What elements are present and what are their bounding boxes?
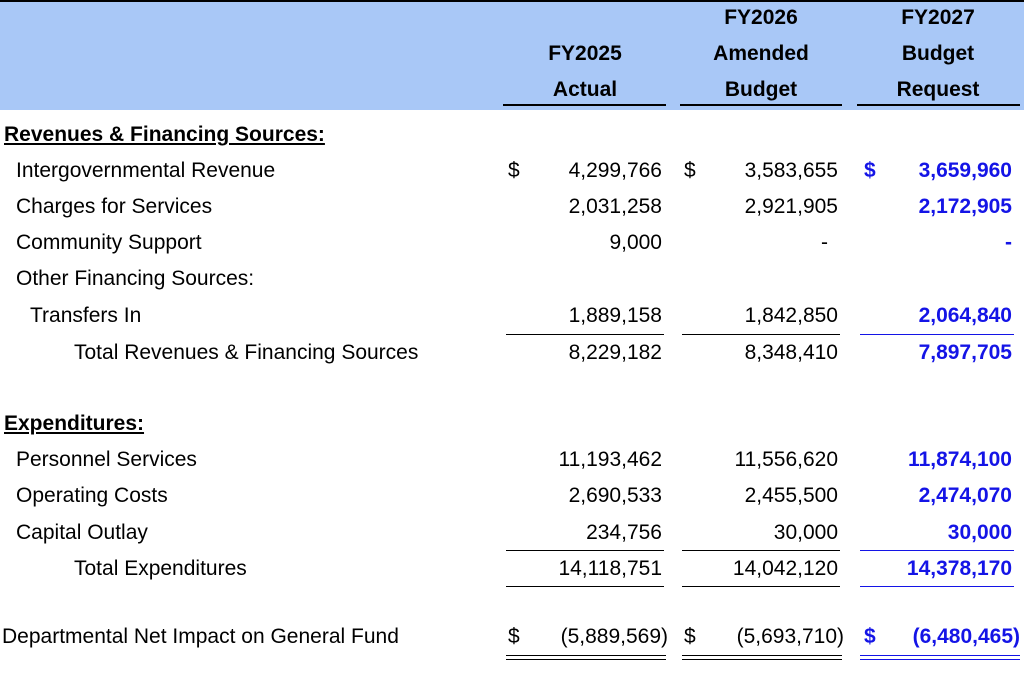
- header-fy2026-year: FY2026: [724, 6, 798, 29]
- net-double-underline: [682, 655, 842, 660]
- row-label: Personnel Services: [16, 448, 197, 471]
- fy2027-value: 2,474,070: [918, 484, 1012, 507]
- currency-symbol: $: [684, 625, 696, 648]
- currency-symbol: $: [508, 625, 520, 648]
- fy2025-value: 2,031,258: [568, 195, 662, 218]
- table-row: [0, 515, 1024, 551]
- fy2026-value: -: [821, 231, 828, 254]
- row-label: Capital Outlay: [16, 521, 148, 544]
- net-double-underline: [860, 655, 1020, 660]
- fy2025-value: 9,000: [609, 231, 662, 254]
- fy2027-value: 14,378,170: [906, 557, 1012, 580]
- table-row: [0, 153, 1024, 189]
- fy2026-value: 2,921,905: [744, 195, 838, 218]
- other-financing-heading: Other Financing Sources:: [16, 267, 255, 290]
- total-row: [0, 551, 1024, 587]
- header-fy2026-type2: Budget: [724, 78, 798, 101]
- table-row: [0, 189, 1024, 225]
- revenues-heading-row: [0, 117, 1024, 153]
- row-label: Intergovernmental Revenue: [16, 159, 276, 182]
- total-underline: [860, 586, 1014, 587]
- fy2027-value: 2,172,905: [918, 195, 1012, 218]
- header-underline-fy2027: [857, 104, 1020, 106]
- fy2026-value: 1,842,850: [744, 304, 838, 327]
- currency-symbol: $: [684, 159, 696, 182]
- total-underline: [682, 586, 840, 587]
- total-row: [0, 335, 1024, 371]
- fy2026-value: 11,556,620: [734, 448, 838, 471]
- row-label: Total Expenditures: [74, 557, 247, 580]
- fy2026-value: 30,000: [773, 521, 838, 544]
- fy2027-value: 7,897,705: [918, 341, 1012, 364]
- fy2027-value: 11,874,100: [908, 448, 1012, 471]
- header-fy2027-type: Budget: [901, 42, 975, 65]
- total-underline: [506, 586, 664, 587]
- header-fy2027-year: FY2027: [901, 6, 975, 29]
- fy2025-value: 1,889,158: [568, 304, 662, 327]
- fy2027-value: (6,480,465): [912, 625, 1020, 648]
- header-fy2025-type: Actual: [552, 78, 618, 101]
- fy2026-value: 3,583,655: [744, 159, 838, 182]
- header-fy2027-type2: Request: [896, 78, 980, 101]
- fy2026-value: (5,693,710): [736, 625, 844, 648]
- expenditures-heading-row: [0, 406, 1024, 442]
- row-label: Departmental Net Impact on General Fund: [2, 625, 399, 648]
- table-row: [0, 225, 1024, 261]
- row-label: Charges for Services: [16, 195, 213, 218]
- fy2025-value: 14,118,751: [558, 557, 662, 580]
- currency-symbol: $: [864, 625, 876, 648]
- row-label: Community Support: [16, 231, 202, 254]
- row-label: Transfers In: [30, 304, 142, 327]
- currency-symbol: $: [508, 159, 520, 182]
- fy2025-value: 4,299,766: [568, 159, 662, 182]
- row-label: Total Revenues & Financing Sources: [74, 341, 419, 364]
- fy2025-value: 8,229,182: [568, 341, 662, 364]
- table-row: [0, 478, 1024, 514]
- fy2027-value: 3,659,960: [918, 159, 1012, 182]
- fy2025-value: 2,690,533: [568, 484, 662, 507]
- header-underline-fy2026: [680, 104, 842, 106]
- fy2025-value: 234,756: [586, 521, 662, 544]
- fy2026-value: 8,348,410: [744, 341, 838, 364]
- fy2025-value: 11,193,462: [558, 448, 662, 471]
- currency-symbol: $: [864, 159, 876, 182]
- net-impact-row: [0, 619, 1024, 655]
- header-fy2025-year: FY2025: [548, 42, 622, 65]
- table-row: [0, 298, 1024, 334]
- fy2027-value: 30,000: [947, 521, 1012, 544]
- table-header: [0, 0, 1024, 110]
- expenditures-heading: Expenditures:: [4, 412, 145, 435]
- fy2025-value: (5,889,569): [560, 625, 668, 648]
- fy2026-value: 14,042,120: [732, 557, 838, 580]
- fy2026-value: 2,455,500: [744, 484, 838, 507]
- net-double-underline: [506, 655, 666, 660]
- fy2027-value: -: [1005, 231, 1012, 254]
- other-financing-heading-row: [0, 261, 1024, 297]
- row-label: Operating Costs: [16, 484, 168, 507]
- table-row: [0, 442, 1024, 478]
- revenues-heading: Revenues & Financing Sources:: [4, 123, 325, 146]
- header-underline-fy2025: [503, 104, 666, 106]
- fy2027-value: 2,064,840: [918, 304, 1012, 327]
- header-fy2026-type: Amended: [713, 42, 809, 65]
